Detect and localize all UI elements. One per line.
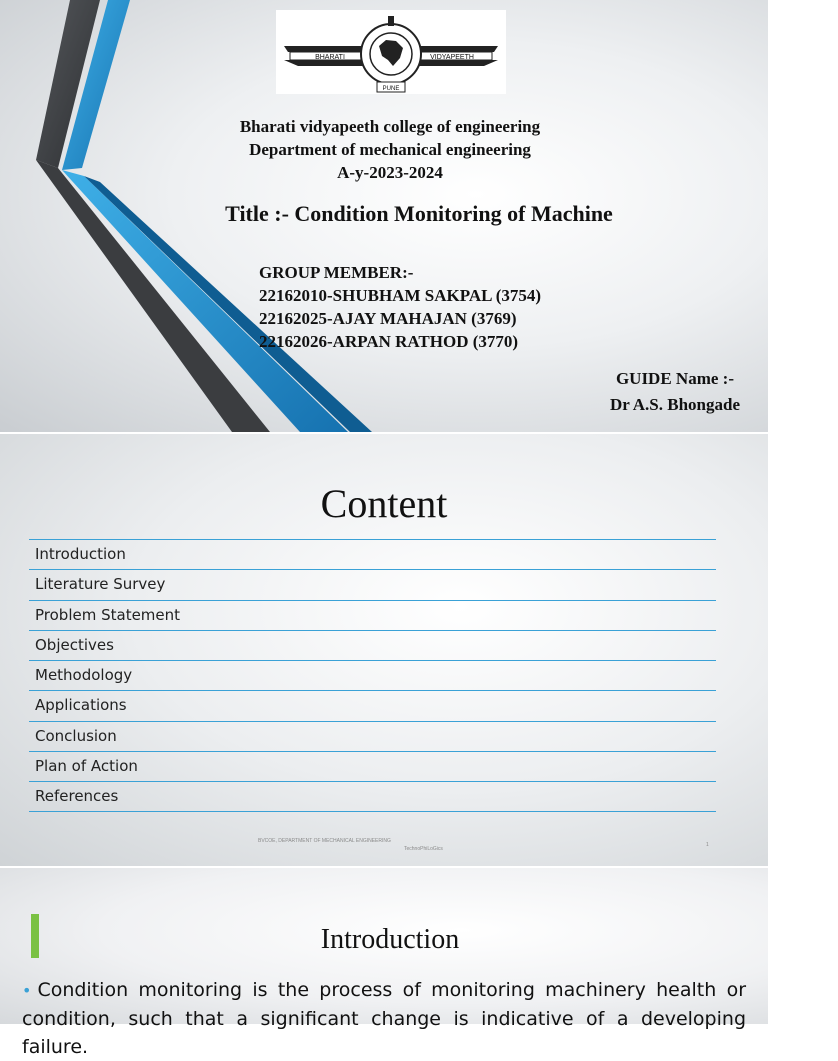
guide-name: Dr A.S. Bhongade: [609, 395, 740, 414]
college-name: Bharati vidyapeeth college of engineering: [239, 117, 541, 136]
presentation-title: Title :- Condition Monitoring of Machine: [225, 201, 613, 226]
academic-year: A-y-2023-2024: [337, 163, 443, 182]
toc-item: Introduction: [29, 539, 716, 569]
intro-paragraph: [22, 976, 746, 1061]
guide-label: GUIDE Name :-: [615, 369, 734, 388]
slide-title: Introduction: [320, 924, 460, 955]
slide-title: Content: [320, 481, 448, 526]
title-slide: [0, 0, 768, 432]
toc-item: Plan of Action: [29, 751, 716, 781]
content-slide: [0, 434, 768, 866]
member-item: 22162010-SHUBHAM SAKPAL (3754): [259, 286, 542, 305]
svg-text:BHARATI: BHARATI: [315, 54, 345, 61]
intro-text: Condition monitoring is the process of monitoring machinery health or condition, such that a significant change is indicative of a developing failure.: [22, 979, 746, 1058]
footer-brand: TechnoPhiLoGics: [404, 846, 443, 852]
department-name: Department of mechanical engineering: [249, 140, 531, 159]
footer-department: BVCOE, DEPARTMENT OF MECHANICAL ENGINEERING: [258, 838, 391, 844]
page-number: 1: [706, 842, 709, 848]
member-item: 22162026-ARPAN RATHOD (3770): [259, 332, 519, 351]
guide-block: [610, 366, 740, 418]
toc-item: Objectives: [29, 630, 716, 660]
group-heading: GROUP MEMBER:-: [259, 263, 414, 282]
member-item: 22162025-AJAY MAHAJAN (3769): [259, 309, 517, 328]
toc-item: Conclusion: [29, 721, 716, 751]
toc-item: Literature Survey: [29, 569, 716, 599]
toc-item: Problem Statement: [29, 600, 716, 630]
college-logo: [276, 10, 506, 94]
svg-text:PUNE: PUNE: [382, 86, 400, 92]
toc-item: References: [29, 781, 716, 811]
toc-item: Applications: [29, 690, 716, 720]
toc-item: Methodology: [29, 660, 716, 690]
bullet-icon: •: [22, 981, 32, 1000]
introduction-slide: [0, 868, 768, 1058]
table-of-contents: [29, 539, 716, 812]
group-members: [259, 261, 541, 353]
svg-text:VIDYAPEETH: VIDYAPEETH: [430, 54, 474, 61]
